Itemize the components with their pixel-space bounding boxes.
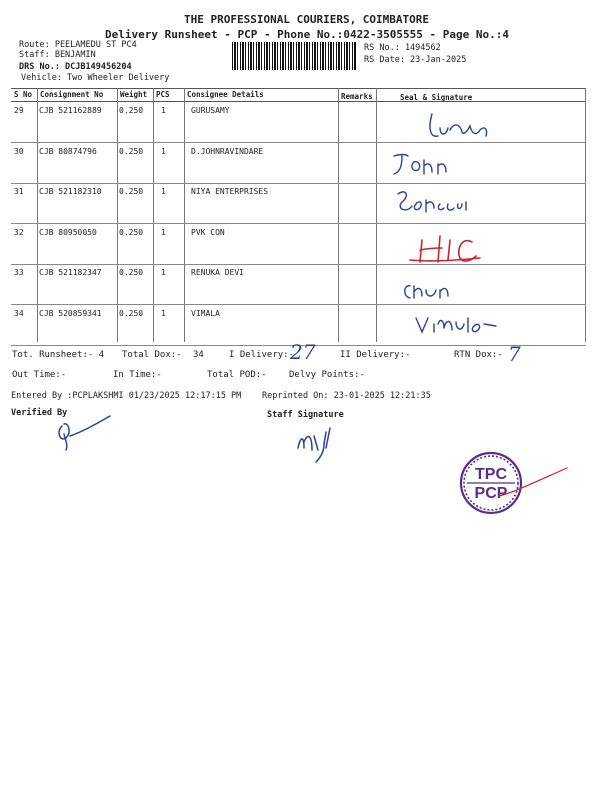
cell-pcs: 1 [161,308,166,318]
cell-weight: 0.250 [119,146,144,156]
stamp-line-2: PCP [474,485,508,502]
i-delivery-label: I Delivery:- [229,350,295,360]
vehicle-label: Vehicle: Two Wheeler Delivery [21,73,170,83]
reprinted-on: Reprinted On: 23-01-2025 12:21:35 [262,391,431,401]
signature-row-29 [430,114,487,136]
cell-pcs: 1 [161,146,166,156]
col-header-pcs: PCS [156,90,170,99]
cell-pcs: 1 [161,227,166,237]
total-pod-label: Total POD:- [207,370,267,380]
cell-pcs: 1 [161,187,166,196]
staff-label: Staff: BENJAMIN [19,50,96,60]
cell-weight: 0.250 [119,268,144,277]
rs-date: RS Date: 23-Jan-2025 [364,55,467,65]
rtn-dox-handwritten: 7 [508,342,521,366]
drs-number: DRS No.: DCJB149456204 [19,62,132,72]
cell-sno: 31 [14,187,24,196]
cell-consignee: RENUKA DEVI [191,268,244,277]
out-time-label: Out Time:- [12,370,67,380]
stamp-signature-stroke [499,468,567,496]
staff-signature-mark [290,418,350,466]
verified-by-label: Verified By [11,408,68,418]
rtn-dox-label: RTN Dox:- [454,350,503,360]
total-dox-value: 34 [193,350,204,360]
cell-consignment: CJB 521182347 [39,268,102,277]
cell-pcs: 1 [161,268,166,277]
col-header-sno: S No [14,90,33,99]
signature-row-33 [405,286,448,298]
col-header-weight: Weight [120,90,148,99]
table-top-border [11,88,586,89]
cell-consignment: CJB 521162889 [39,106,102,115]
cell-weight: 0.250 [119,227,144,237]
entered-by: Entered By :PCPLAKSHMI 01/23/2025 12:17:15 PM [11,391,242,401]
cell-sno: 32 [14,227,24,237]
i-delivery-handwritten: 27 [290,340,316,364]
cell-consignee: D.JOHNRAVINDARE [191,146,264,156]
cell-consignee: PVK CON [191,227,225,237]
cell-consignment: CJB 80874796 [39,146,97,156]
signature-row-32 [410,236,480,262]
signature-row-34 [416,318,496,332]
signature-row-31 [398,192,466,212]
cell-consignment: CJB 520859341 [39,308,102,318]
signature-row-30 [394,155,446,175]
cell-consignment: CJB 521182310 [39,187,102,196]
cell-consignment: CJB 80950050 [39,227,97,237]
cell-consignee: VIMALA [191,308,220,318]
barcode [232,42,357,70]
cell-sno: 33 [14,268,24,277]
cell-sno: 29 [14,106,24,115]
ii-delivery-label: II Delivery:- [340,350,411,360]
company-name: THE PROFESSIONAL COURIERS, COIMBATORE [184,13,430,26]
rs-number: RS No.: 1494562 [364,43,441,53]
total-runsheet: Tot. Runsheet:- 4 [12,350,105,360]
col-header-remarks: Remarks [341,92,373,101]
signature-column-handwriting [380,100,590,345]
cell-consignee: GURUSAMY [191,106,230,115]
cell-weight: 0.250 [119,187,144,196]
col-header-consignee: Consignee Details [187,90,264,99]
in-time-label: In Time:- [113,370,162,380]
col-header-consignment: Consignment No [40,90,104,99]
cell-pcs: 1 [161,106,166,115]
verified-by-signature [52,412,122,452]
stamp-line-1: TPC [475,466,507,483]
delvy-points-label: Delvy Points:- [289,370,365,380]
staff-signature-label: Staff Signature [267,410,344,420]
col-header-signature: Seal & Signature [400,93,473,102]
cell-weight: 0.250 [119,308,144,318]
company-stamp [455,452,575,518]
total-dox-label: Total Dox:- [122,350,182,360]
cell-consignee: NIYA ENTERPRISES [191,187,269,196]
route-label: Route: PEELAMEDU ST PC4 [19,40,137,50]
cell-weight: 0.250 [119,106,144,115]
cell-sno: 30 [14,146,24,156]
cell-sno: 34 [14,308,24,318]
runsheet-title: Delivery Runsheet - PCP - Phone No.:0422-3505555 - Page No.:4 [105,28,509,41]
